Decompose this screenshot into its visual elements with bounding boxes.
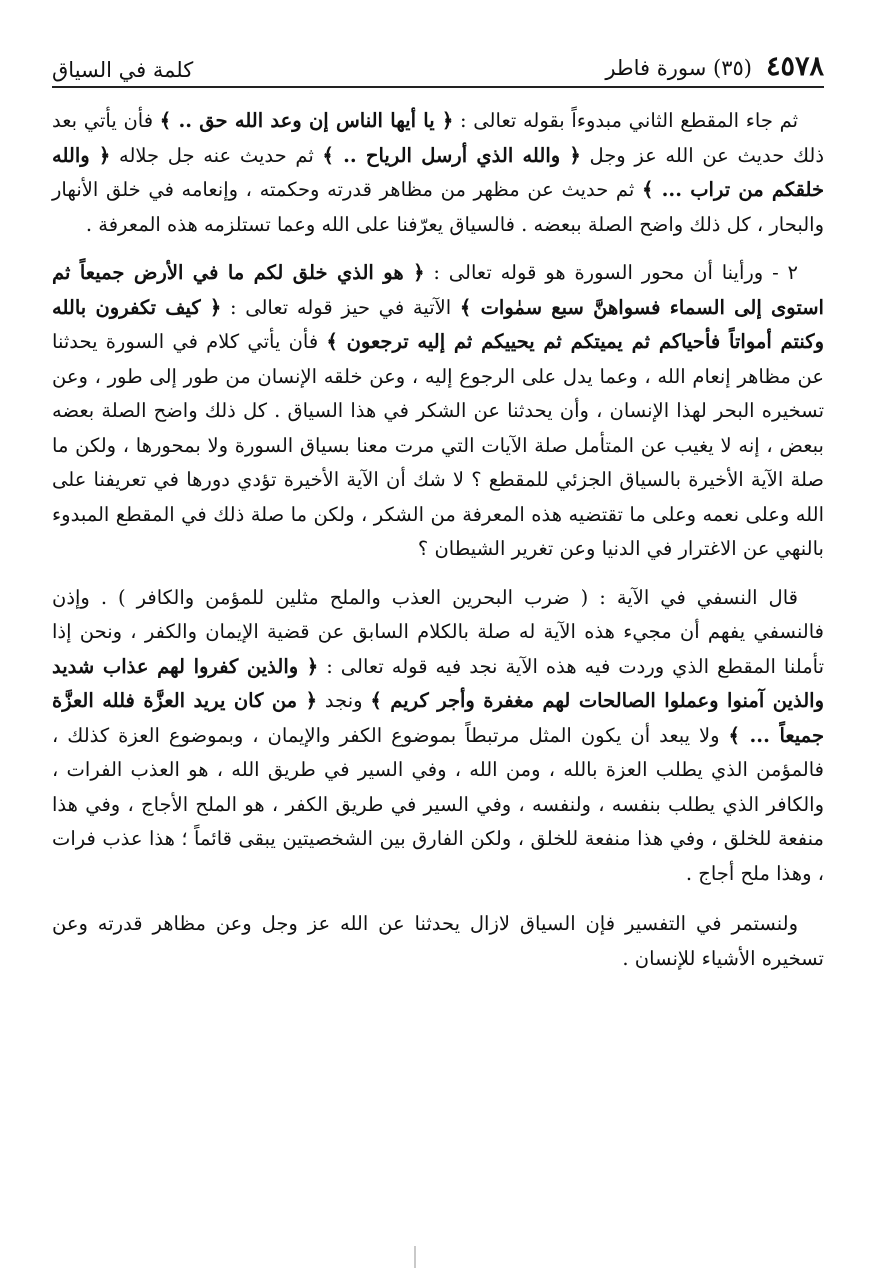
quran-verse: ﴿ يا أيها الناس إن وعد الله حق .. ﴾ — [159, 109, 454, 132]
paragraph-3 — [52, 581, 824, 892]
text-run: قال النسفي في الآية : ( ضرب البحرين العذب والملح مثلين للمؤمن والكافر ) . وإذن فالنسفي يفهم أن مجيء هذه الآية له صلة بالكلام السابق عن قضية الإيمان والكفر ، ونحن إذا تأملنا المقطع الذي وردت فيه هذه الآية نجد فيه قوله تعالى : — [52, 585, 825, 678]
quran-verse: ﴿ هو الذي خلق لكم ما في الأرض جميعاً ثم استوى إلى السماء فسواهنَّ سبع سمٰوات ﴾ — [52, 261, 824, 319]
text-run: ولنستمر في التفسير فإن السياق لازال يحدثنا عن الله عز وجل وعن مظاهر قدرته وعن تسخيره الأشياء للإنسان . — [52, 912, 824, 970]
quran-verse: ﴿ من كان يريد العزَّة فلله العزَّة جميعاً ... ﴾ — [52, 689, 825, 747]
text-run: ولا يبعد أن يكون المثل مرتبطاً بموضوع الكفر والإيمان ، وبموضوع العزة كذلك ، فالمؤمن الذي يطلب العزة بالله ، ومن الله ، وفي السير في طريق الله ، هو العذب الفرات ، والكافر الذي يطلب بنفسه ، ولنفسه ، وفي السير في طريق الكفر ، هو الملح الأجاج ، وفي هذا منفعة للخلق ، وفي هذا منفعة للخلق ، ولكن الفارق بين الشخصيتين يبقى قائماً ؛ هذا عذب فرات ، وهذا ملح أجاج . — [52, 723, 824, 885]
text-run: ثم حديث عن مظهر من مظاهر قدرته وحكمته ، وإنعامه في خلق الأنهار والبحار ، كل ذلك واضح الصلة ببعضه . فالسياق يعرّفنا على الله وعما تستلزمه هذه المعرفة . — [52, 178, 824, 236]
page-header — [52, 48, 824, 88]
page-number: ٤٥٧٨ — [765, 51, 824, 82]
paragraph-1 — [52, 104, 824, 242]
paragraph-4 — [52, 907, 824, 976]
quran-verse: ﴿ والله الذي أرسل الرياح .. ﴾ — [322, 143, 581, 167]
page-body — [52, 104, 824, 990]
text-run: فأن يأتي كلام في السورة يحدثنا عن مظاهر إنعام الله ، وعما يدل على الرجوع إليه ، وعن خلقه الإنسان من طور إلى طور ، وعن تسخيره البحر لهذا الإنسان ، وأن يحدثنا عن الشكر في هذا السياق . كل ذلك واضح الصلة بعضه ببعض ، إنه لا يغيب عن المتأمل صلة الآيات التي مرت معنا بسياق السورة ولا بمحورها ، ولكن ما صلة الآية الأخيرة بالسياق الجزئي للمقطع ؟ لا شك أن الآية الأخيرة تؤدي دورها في تعريفنا على الله وعلى نعمه وعلى ما تقتضيه هذه المعرفة من الشكر ، ولكن ما صلة ذلك في المقطع المبدوء بالنهي عن الاغترار في الدنيا وعن تغرير الشيطان ؟ — [52, 330, 824, 560]
paragraph-2 — [52, 256, 824, 567]
text-run: ثم جاء المقطع الثاني مبدوءاً بقوله تعالى : — [453, 109, 798, 132]
text-run: ونجد — [317, 689, 371, 712]
text-run: ٢ - ورأينا أن محور السورة هو قوله تعالى : — [424, 261, 798, 284]
section-title: كلمة في السياق — [52, 58, 194, 82]
text-run: ثم حديث عنه جل جلاله — [110, 143, 323, 167]
quran-verse: ﴿ كيف تكفرون بالله وكنتم أمواتاً فأحياكم ثم يميتكم ثم يحييكم ثم إليه ترجعون ﴾ — [52, 295, 824, 353]
page-edge-mark — [414, 1246, 416, 1268]
header-right — [605, 51, 824, 82]
quran-verse: ﴿ والذين كفروا لهم عذاب شديد والذين آمنوا وعملوا الصالحات لهم مغفرة وأجر كريم ﴾ — [52, 654, 825, 712]
text-run: الآتية في حيز قوله تعالى : — [221, 295, 460, 319]
quran-verse: ﴿ والله خلقكم من تراب ... ﴾ — [52, 143, 824, 201]
text-run: فأن يأتي بعد ذلك حديث عن الله عز وجل — [52, 109, 825, 167]
surah-title: (٣٥) سورة فاطر — [605, 56, 752, 80]
